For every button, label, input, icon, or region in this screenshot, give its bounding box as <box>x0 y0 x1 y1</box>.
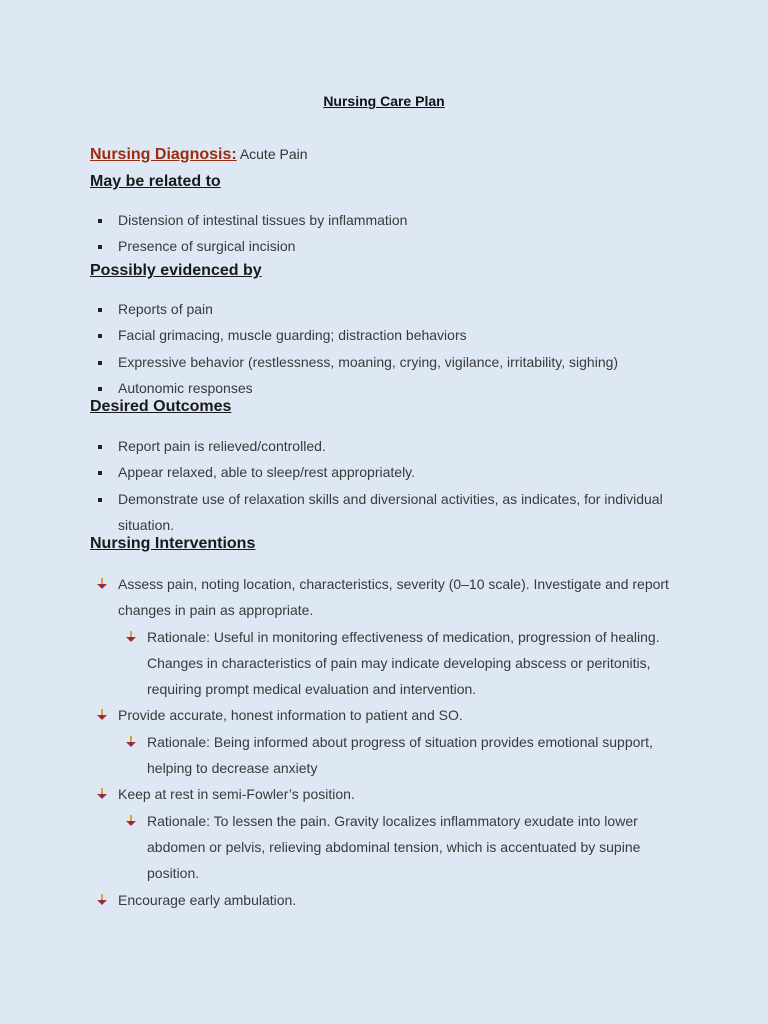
related-list <box>90 207 690 260</box>
arrow-bullet-icon <box>96 578 108 590</box>
related-heading: May be related to <box>90 173 221 190</box>
list-item: Facial grimacing, muscle guarding; distraction behaviors <box>90 322 690 348</box>
intervention-text: Provide accurate, honest information to patient and SO. <box>118 707 463 724</box>
arrow-bullet-icon <box>96 788 108 800</box>
rationale-text: Rationale: To lessen the pain. Gravity localizes inflammatory exudate into lower abdomen or pelvis, relieving abdominal tension, which is accentuated by supine position. <box>147 812 641 882</box>
list-item: Reports of pain <box>90 296 690 322</box>
intervention-item <box>90 781 690 807</box>
rationale-item <box>90 624 690 703</box>
list-item: Presence of surgical incision <box>90 233 690 259</box>
diagnosis-value: Acute Pain <box>239 146 308 162</box>
evidenced-heading: Possibly evidenced by <box>90 262 262 279</box>
diagnosis-label: Nursing Diagnosis: <box>90 146 237 163</box>
intervention-text: Assess pain, noting location, characteristics, severity (0–10 scale). Investigate and report changes in pain as appropriate. <box>118 576 669 619</box>
interventions-heading: Nursing Interventions <box>90 535 256 552</box>
intervention-item <box>90 571 690 624</box>
intervention-item <box>90 887 690 913</box>
intervention-text: Keep at rest in semi-Fowler’s position. <box>118 786 355 803</box>
intervention-text: Encourage early ambulation. <box>118 891 297 908</box>
rationale-text: Rationale: Being informed about progress of situation provides emotional support, helping to decrease anxiety <box>147 733 653 777</box>
rationale-text: Rationale: Useful in monitoring effectiveness of medication, progression of healing. Changes in characteristics of pain may indicate developing abscess or peritonitis, requiring prompt medical evaluation and intervention. <box>147 628 660 698</box>
arrow-bullet-icon <box>125 736 137 748</box>
list-item: Demonstrate use of relaxation skills and diversional activities, as indicates, for individual situation. <box>90 486 690 539</box>
arrow-bullet-icon <box>125 815 137 827</box>
list-item: Expressive behavior (restlessness, moaning, crying, vigilance, irritability, sighing) <box>90 349 690 375</box>
arrow-bullet-icon <box>125 631 137 643</box>
arrow-bullet-icon <box>96 894 108 906</box>
outcomes-heading: Desired Outcomes <box>90 398 232 415</box>
list-item: Appear relaxed, able to sleep/rest appropriately. <box>90 459 690 485</box>
list-item: Distension of intestinal tissues by inflammation <box>90 207 690 233</box>
document-title: Nursing Care Plan <box>323 93 445 109</box>
interventions-list <box>90 571 690 913</box>
rationale-item <box>90 808 690 887</box>
outcomes-list <box>90 433 690 538</box>
rationale-item <box>90 729 690 782</box>
intervention-item <box>90 702 690 728</box>
nursing-diagnosis <box>90 146 308 164</box>
evidenced-list <box>90 296 690 401</box>
list-item: Autonomic responses <box>90 375 690 401</box>
list-item: Report pain is relieved/controlled. <box>90 433 690 459</box>
arrow-bullet-icon <box>96 709 108 721</box>
